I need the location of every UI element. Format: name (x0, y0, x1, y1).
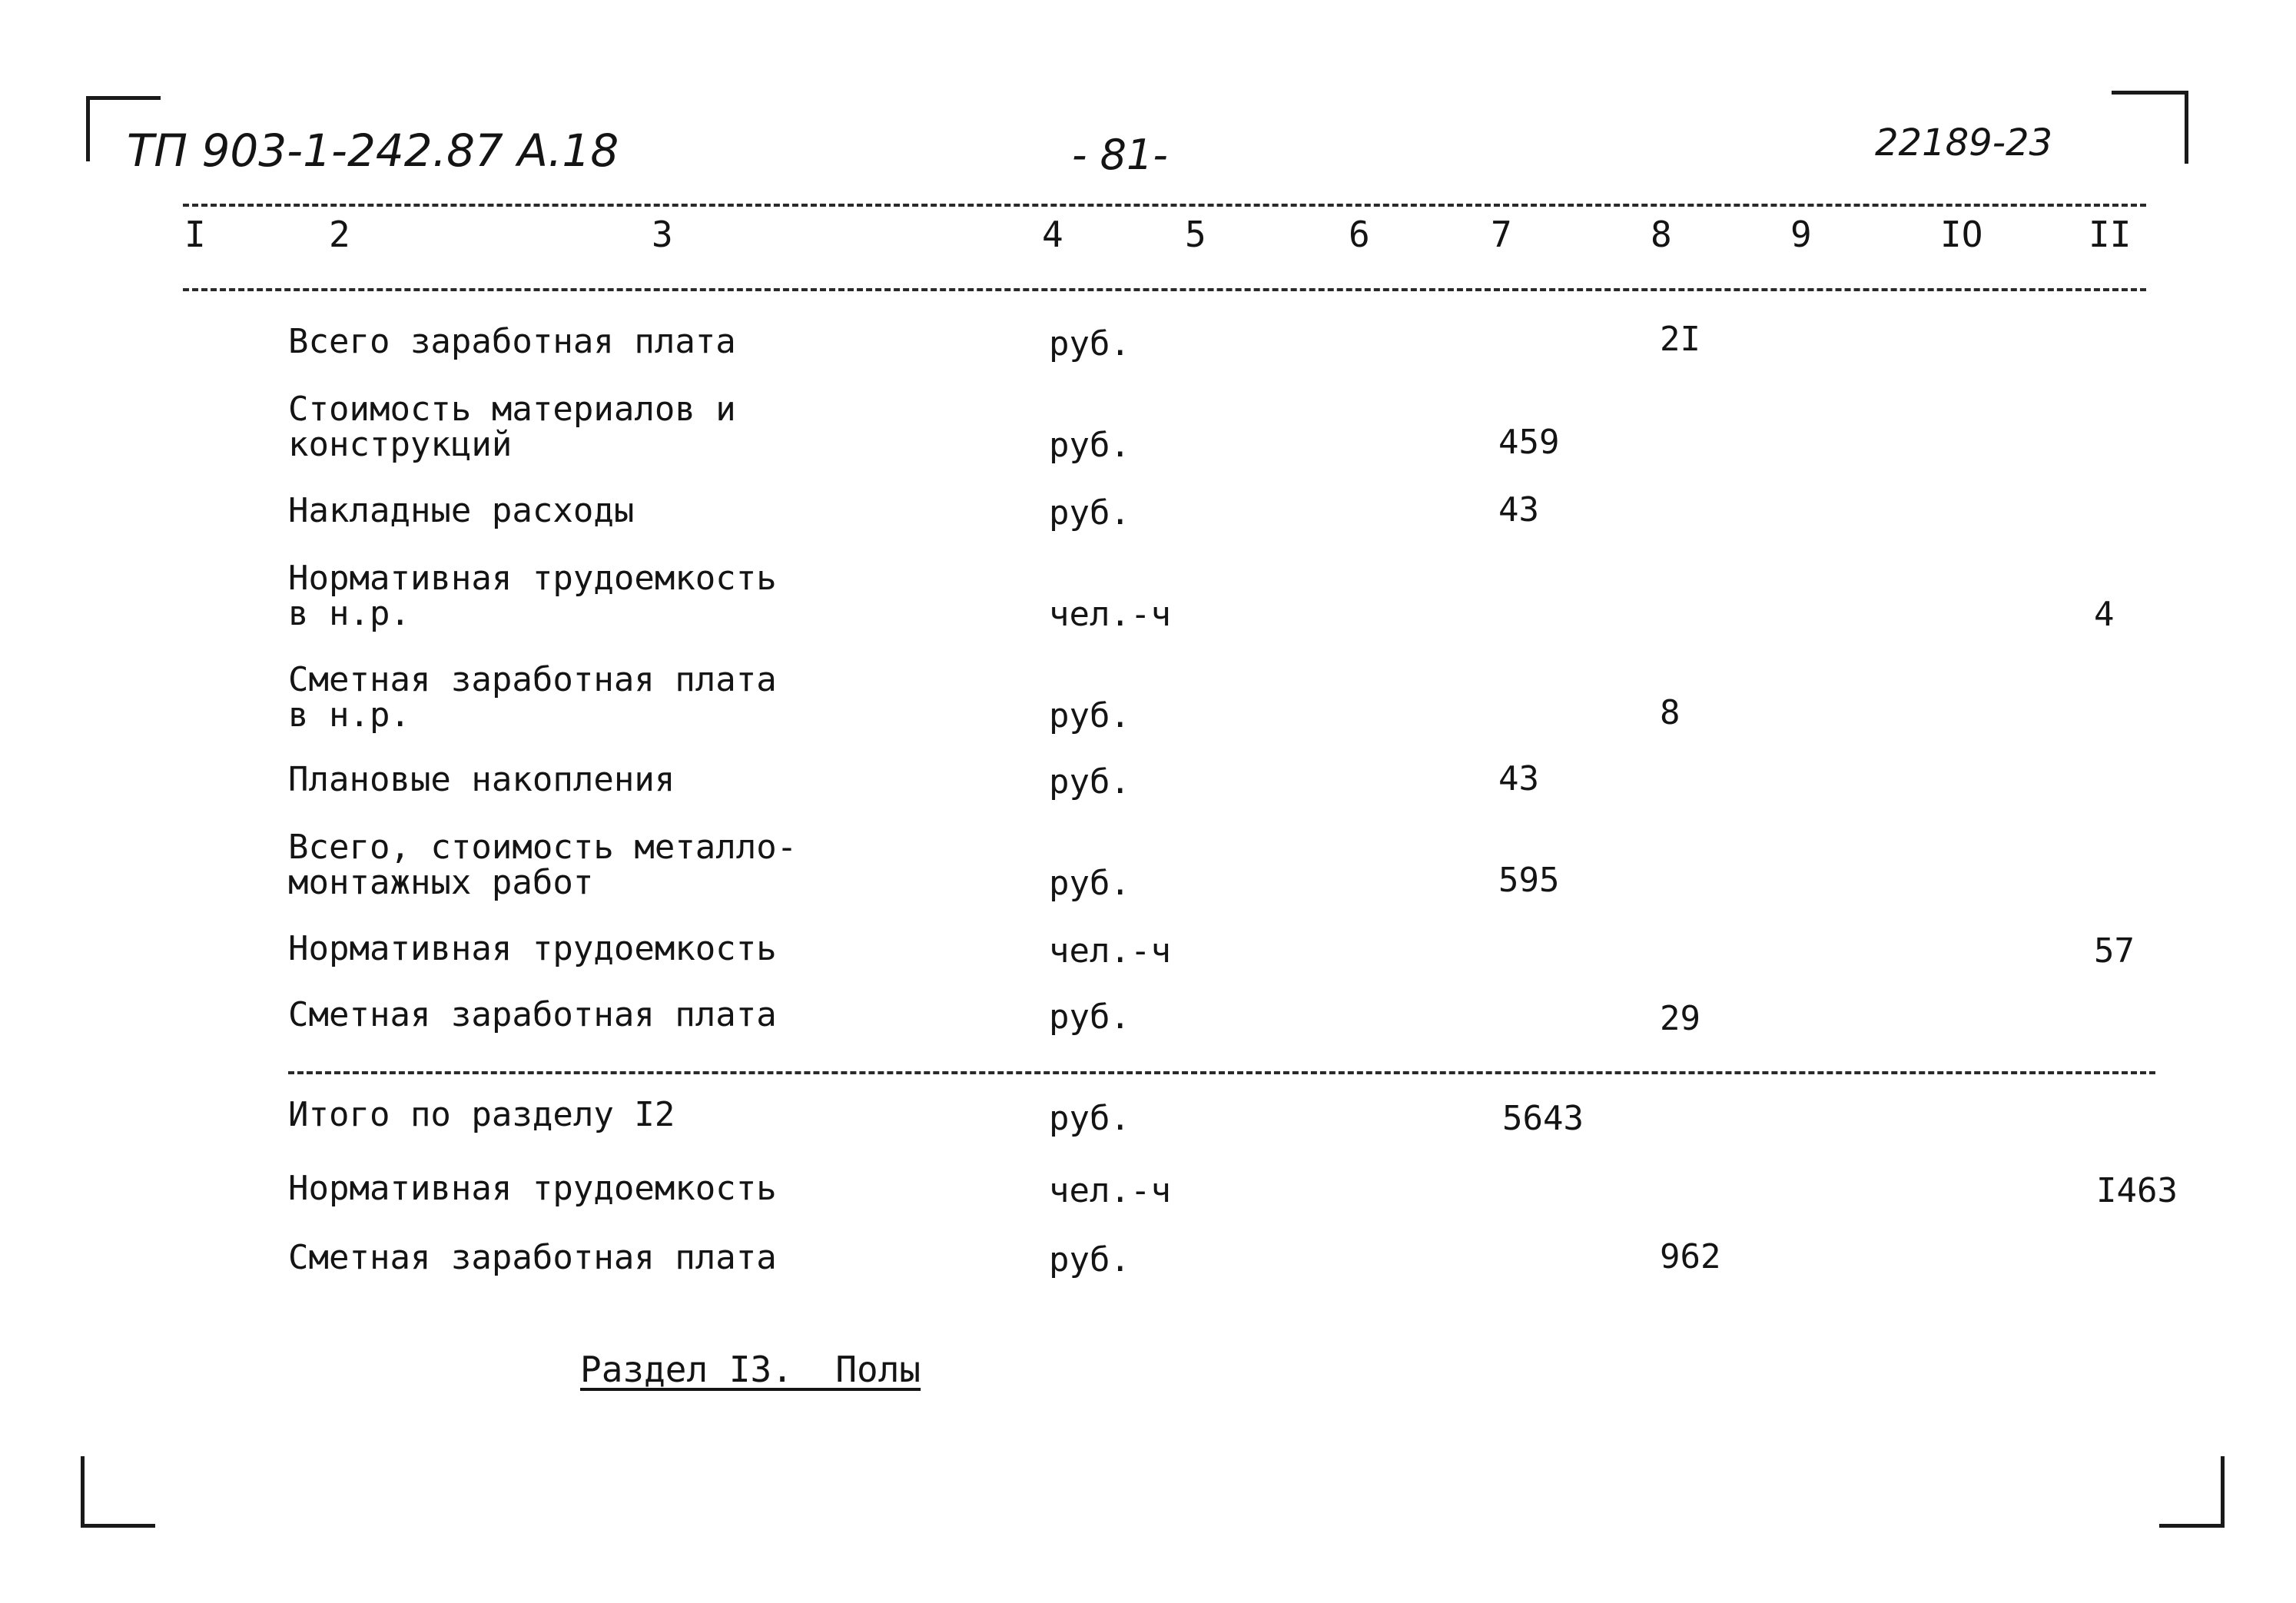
row-col11-value: 57 (2094, 931, 2135, 971)
column-header-7: 7 (1491, 214, 1512, 255)
row-col11-value: I463 (2096, 1171, 2178, 1210)
row-unit: чел.-ч (1049, 1171, 1171, 1210)
row-col7-value: 595 (1498, 861, 1560, 900)
row-col7-value: 43 (1498, 490, 1539, 529)
row-label: Сметная заработная плата (288, 995, 777, 1034)
row-col8-value: 8 (1660, 693, 1681, 732)
column-header-9: 9 (1790, 214, 1812, 255)
table-top-rule (183, 204, 2146, 207)
corner-mark-bottom-right (2159, 1456, 2225, 1528)
column-header-11: II (2089, 214, 2132, 255)
row-label: Накладные расходы (288, 491, 635, 530)
row-label: Нормативная трудоемкость (288, 929, 777, 968)
row-col11-value: 4 (2094, 595, 2115, 634)
row-unit: руб. (1049, 324, 1130, 363)
row-unit: руб. (1049, 696, 1130, 735)
table-header-rule (183, 288, 2146, 291)
column-header-1: I (184, 214, 206, 255)
row-unit: руб. (1049, 426, 1130, 465)
corner-mark-bottom-left (81, 1456, 155, 1528)
column-header-6: 6 (1349, 214, 1370, 255)
row-label: Итого по разделу I2 (288, 1095, 675, 1134)
column-header-8: 8 (1651, 214, 1672, 255)
row-label: Сметная заработная плата в н.р. (288, 660, 777, 735)
row-label: Всего заработная плата (288, 322, 736, 361)
page-number: - 81- (1072, 131, 1168, 179)
row-label: Всего, стоимость металло- монтажных работ (288, 828, 798, 902)
row-label: Сметная заработная плата (288, 1238, 777, 1277)
document-code: ТП 903-1-242.87 А.18 (127, 124, 619, 177)
row-col7-value: 5643 (1502, 1099, 1584, 1138)
subtotal-rule (288, 1071, 2155, 1074)
row-unit: руб. (1049, 997, 1130, 1037)
row-label: Плановые накопления (288, 760, 675, 799)
row-label: Стоимость материалов и конструкций (288, 390, 736, 464)
column-header-4: 4 (1042, 214, 1063, 255)
row-col8-value: 962 (1660, 1237, 1721, 1276)
row-label: Нормативная трудоемкость (288, 1169, 777, 1208)
section-title: Раздел I3. Полы (580, 1349, 921, 1390)
row-col7-value: 459 (1498, 423, 1560, 462)
row-col8-value: 29 (1660, 999, 1700, 1038)
row-unit: руб. (1049, 493, 1130, 533)
row-unit: руб. (1049, 864, 1130, 903)
column-header-3: 3 (652, 214, 673, 255)
row-col8-value: 2I (1660, 320, 1700, 359)
row-unit: чел.-ч (1049, 595, 1171, 634)
row-unit: руб. (1049, 1240, 1130, 1279)
row-unit: руб. (1049, 762, 1130, 802)
row-col7-value: 43 (1498, 759, 1539, 798)
column-header-5: 5 (1185, 214, 1206, 255)
row-unit: чел.-ч (1049, 931, 1171, 971)
corner-mark-top-right (2112, 91, 2188, 164)
column-header-2: 2 (329, 214, 350, 255)
row-label: Нормативная трудоемкость в н.р. (288, 559, 777, 633)
column-header-10: IO (1940, 214, 1983, 255)
sheet-code: 22189-23 (1875, 121, 2053, 164)
row-unit: руб. (1049, 1099, 1130, 1138)
